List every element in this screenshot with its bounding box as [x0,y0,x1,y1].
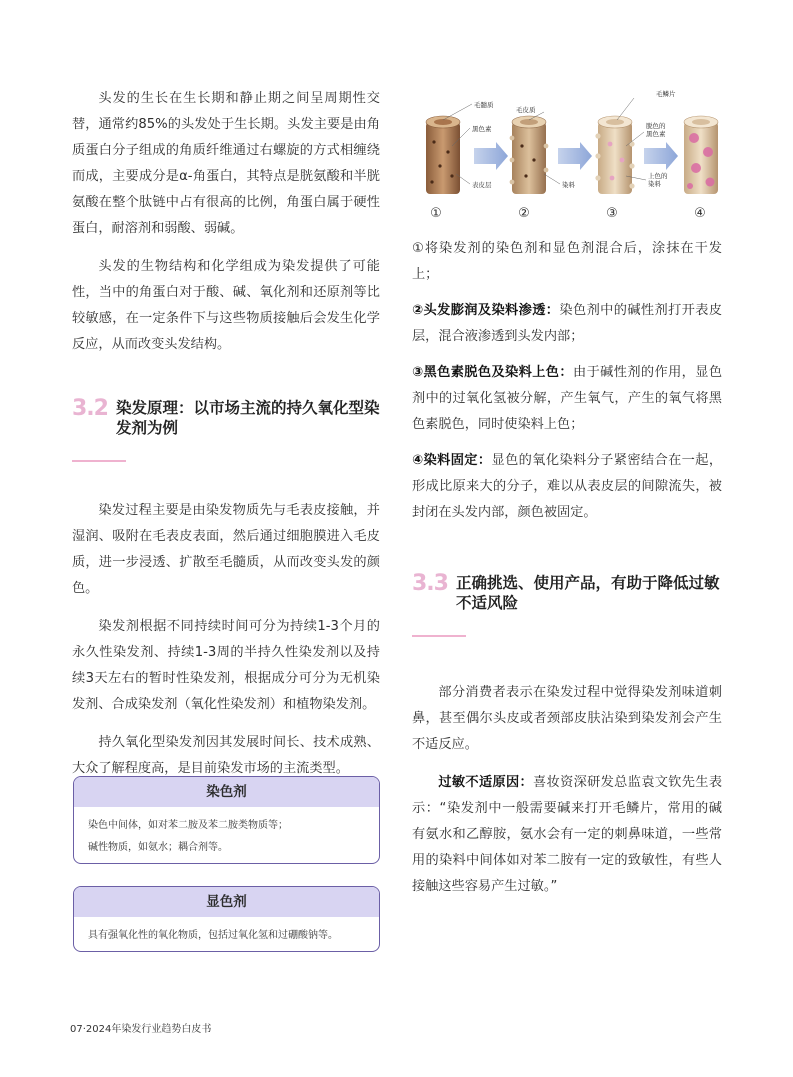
step-3-text: 由于碱性剂的作用，显色剂中的过氧化氢被分解，产生氧气，产生的氧气将黑色素脱色，同时使染料上色； [412,365,723,432]
label-cortex: 毛皮质 [516,106,536,114]
section-number: 3.3 [412,571,448,596]
paragraph-consumer-feedback: 部分消费者表示在染发过程中觉得染发剂味道刺鼻，甚至偶尔头皮或者颈部皮肤沾染到染发剂会产生不适反应。 [412,685,722,752]
paragraph-dye-types: 染发剂根据不同持续时间可分为持续1-3个月的永久性染发剂、持续1-3周的半持久性染发剂以及持续3天左右的暂时性染发剂，根据成分可分为无机染发剂、合成染发剂（氧化性染发剂）和植物染发剂。 [72,619,380,712]
dye-agent-title: 染色剂 [74,777,379,807]
step-4-text: 显色的氧化染料分子紧密结合在一起，形成比原来大的分子，难以从表皮层的间隙流失，被封闭在头发内部，颜色被固定。 [412,453,722,520]
right-column-lower [412,680,722,900]
developer-line: 具有强氧化性的氧化物质，包括过氧化氢和过硼酸钠等。 [88,930,338,941]
developer-title: 显色剂 [74,887,379,917]
allergy-cause-text: 喜妆资深研发总监袁文钦先生表示：“染发剂中一般需要碱来打开毛鳞片，常用的碱有氨水和乙醇胺，氨水会有一定的刺鼻味道，一些常用的染料中间体如对苯二胺有一定的致敏性，有些人接触这些容易产生过敏。” [412,775,723,894]
label-dye: 染料 [562,181,575,189]
hair-strand-1 [426,116,460,194]
label-scale: 毛鳞片 [656,90,676,98]
dye-agent-body [74,807,379,864]
step-3 [412,360,722,438]
step-number-1: ① [430,206,442,221]
paragraph-allergy-cause [412,770,722,900]
step-1 [412,236,722,288]
step-number-3: ③ [606,206,618,221]
label-cuticle: 表皮层 [472,181,492,189]
section-heading-3-2 [72,398,382,438]
section-heading-3-3 [412,573,732,613]
section-number: 3.2 [72,396,108,421]
page-footer: 07·2024年染发行业趋势白皮书 [70,1024,212,1035]
section-title: 正确挑选、使用产品，有助于降低过敏不适风险 [455,574,720,612]
allergy-cause-title: 过敏不适原因： [438,775,534,790]
step-2-text: 染色剂中的碱性剂打开表皮层，混合液渗透到头发内部； [412,303,723,344]
arrow-icon [474,142,508,170]
right-column [412,236,722,536]
label-medulla: 毛髓质 [474,101,494,109]
label-colored-dye: 上色的 [648,172,668,180]
developer-body [74,917,379,952]
paragraph-hair-structure: 头发的生物结构和化学组成为染发提供了可能性，当中的角蛋白对于酸、碱、氧化剂和还原剂等比较敏感，在一定条件下与这些物质接触后会发生化学反应，从而改变头发结构。 [72,259,380,352]
dye-agent-line: 碱性物质，如氨水；耦合剂等。 [88,842,228,853]
section-divider [412,635,466,637]
paragraph-dye-process: 染发过程主要是由染发物质先与毛表皮接触，并湿润、吸附在毛表皮表面，然后通过细胞膜进入毛皮质，进一步浸透、扩散至毛髓质，从而改变头发的颜色。 [72,503,380,596]
dye-agent-box [73,776,380,864]
label-melanin: 黑色素 [472,125,492,133]
label-colored-dye: 染料 [648,180,661,188]
step-4-title: ④染料固定： [412,453,492,468]
left-column-lower [72,498,380,782]
hair-dye-diagram [412,86,732,226]
step-3-title: ③黑色素脱色及染料上色： [412,365,573,380]
left-column [72,86,380,358]
step-number-2: ② [518,206,530,221]
step-4 [412,448,722,526]
section-title: 染发原理：以市场主流的持久氧化型染发剂为例 [115,399,380,437]
step-2 [412,298,722,350]
step-number-4: ④ [694,206,706,221]
paragraph-oxidative-dye: 持久氧化型染发剂因其发展时间长、技术成熟、大众了解程度高，是目前染发市场的主流类型。 [72,735,380,776]
label-faded-melanin: 脱色的 [646,122,666,130]
step-2-title: ②头发膨润及染料渗透： [412,303,560,318]
hair-strand-4 [684,116,718,194]
paragraph-hair-growth: 头发的生长在生长期和静止期之间呈周期性交替，通常约85%的头发处于生长期。头发主要是由角质蛋白分子组成的角质纤维通过右螺旋的方式相缠绕而成，主要成分是α-角蛋白，其特点是胱氨酸和半胱氨酸在整个肽链中占有很高的比例，角蛋白属于硬性蛋白，耐溶剂和弱酸、弱碱。 [72,91,380,236]
arrow-icon [558,142,592,170]
developer-box [73,886,380,952]
hair-strand-3 [595,116,634,194]
step-1-text: ①将染发剂的染色剂和显色剂混合后，涂抹在干发上； [412,241,722,282]
arrow-icon [644,142,678,170]
label-faded-melanin: 黑色素 [646,130,666,138]
dye-agent-line: 染色中间体，如对苯二胺及苯二胺类物质等； [88,820,288,831]
section-divider [72,460,126,462]
hair-strand-2 [510,116,549,194]
